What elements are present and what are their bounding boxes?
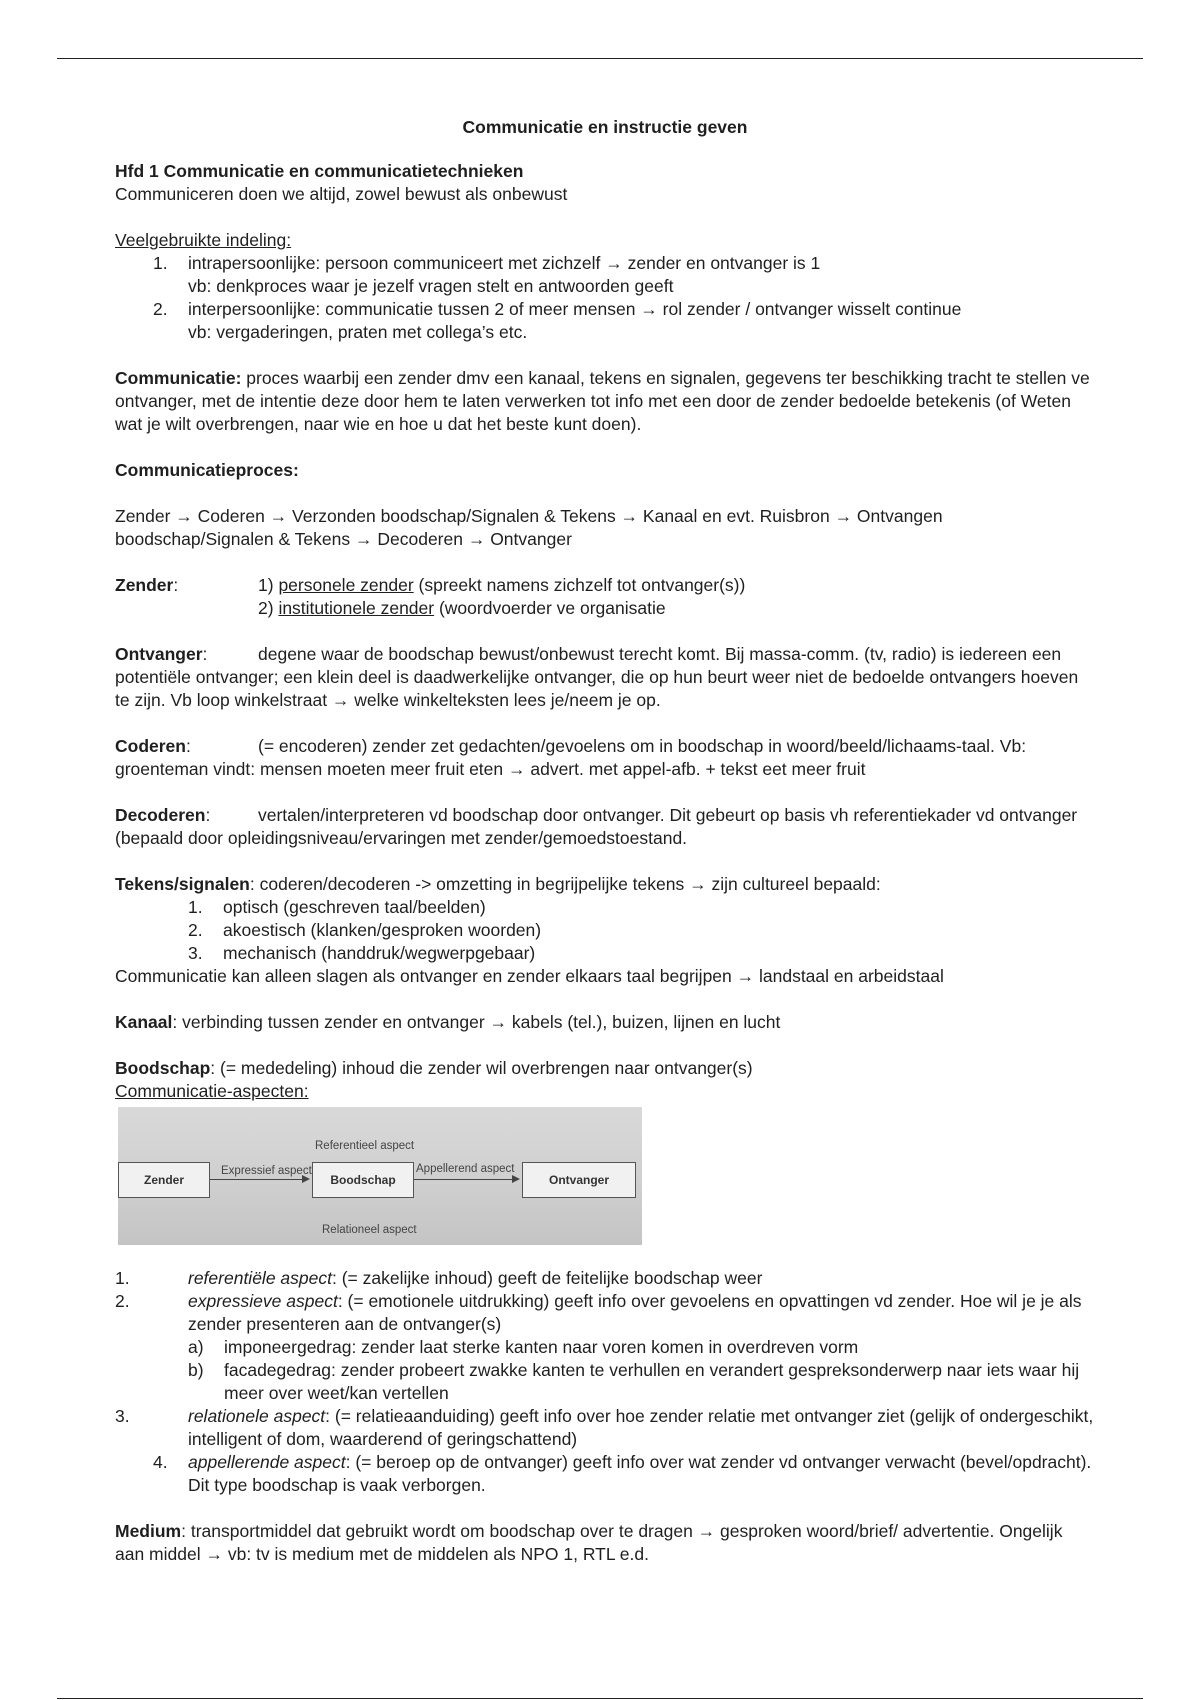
list-item: 3. relationele aspect: (= relatieaanduiding) geeft info over hoe zender relatie met ontvanger ziet (gelijk of ondergeschikt, intelligent of dom, waarderend of geringschattend) (115, 1406, 1094, 1449)
list-item: 1. optisch (geschreven taal/beelden) (188, 897, 486, 917)
indeling-label: Veelgebruikte indeling: (115, 230, 292, 250)
communicatie-definition: Communicatie: proces waarbij een zender dmv een kanaal, tekens en signalen, gegevens ter beschikking tracht te stellen ve ontvanger, met de intentie deze door hem te laten verwerken tot info met een door de zender bedoelde betekenis (of Weten wat je wilt overbrengen, naar wie en hoe u dat het beste kunt doen). (115, 368, 1090, 434)
aspects-label: Communicatie-aspecten: (115, 1081, 309, 1101)
document-page (115, 112, 1095, 1566)
ontvanger-definition: Ontvanger: degene waar de boodschap bewust/onbewust terecht komt. Bij massa-comm. (tv, radio) is iedereen een potentiële ontvanger; een klein deel is daadwerkelijke ontvanger, die op hun beurt weer niet de bedoelde ontvangers hoeven te zijn. Vb loop winkelstraat → welke winkelteksten lees je/neem je op. (115, 644, 1079, 710)
indeling-list (115, 252, 1095, 344)
expressive-sublist (188, 1336, 1095, 1405)
bottom-rule (57, 1698, 1143, 1699)
box-boodschap: Boodschap (312, 1162, 414, 1198)
aspects-list (115, 1267, 1095, 1497)
chapter-intro: Communiceren doen we altijd, zowel bewust als onbewust (115, 184, 568, 204)
list-item: 2. expressieve aspect: (= emotionele uitdrukking) geeft info over gevoelens en opvattingen vd zender. Hoe wil je je als zender presenteren aan de ontvanger(s) a) imponeergedrag: zender laat sterke kanten naar voren komen in overdreven vorm b) facadegedrag: zender probeert zwakke kanten te verhullen en verandert gespreksonderwerp naar iets waar hij meer over weet/kan vertellen (115, 1290, 1095, 1405)
chapter-heading: Hfd 1 Communicatie en communicatietechnieken (115, 161, 524, 181)
kanaal-definition: Kanaal: verbinding tussen zender en ontvanger → kabels (tel.), buizen, lijnen en lucht (115, 1012, 781, 1032)
proces-heading: Communicatieproces: (115, 460, 299, 480)
list-item: 1. referentiële aspect: (= zakelijke inhoud) geeft de feitelijke boodschap weer (115, 1268, 763, 1288)
tekens-after: Communicatie kan alleen slagen als ontvanger en zender elkaars taal begrijpen → landstaal en arbeidstaal (115, 966, 944, 986)
boodschap-definition: Boodschap: (= mededeling) inhoud die zender wil overbrengen naar ontvanger(s) (115, 1058, 753, 1078)
box-zender: Zender (118, 1162, 210, 1198)
coderen-definition: Coderen: (= encoderen) zender zet gedachten/gevoelens om in boodschap in woord/beeld/lichaams-taal. Vb: groenteman vindt: mensen moeten meer fruit eten → advert. met appel-afb. + tekst eet meer fruit (115, 736, 1027, 779)
label-referentieel: Referentieel aspect (315, 1140, 415, 1152)
tekens-list (115, 896, 1095, 965)
communication-aspects-diagram (118, 1107, 642, 1245)
list-item: 1. intrapersoonlijke: persoon communiceert met zichzelf → zender en ontvanger is 1 vb: denkproces waar je jezelf vragen stelt en antwoorden geeft (153, 253, 821, 296)
decoderen-definition: Decoderen: vertalen/interpreteren vd boodschap door ontvanger. Dit gebeurt op basis vh referentiekader vd ontvanger (bepaald door opleidingsniveau/ervaringen met zender/gemoedstoestand. (115, 805, 1078, 848)
tekens-definition: Tekens/signalen: coderen/decoderen -> omzetting in begrijpelijke tekens → zijn cultureel bepaald: (115, 874, 881, 894)
proces-text: Zender → Coderen → Verzonden boodschap/Signalen & Tekens → Kanaal en evt. Ruisbron → Ontvangen boodschap/Signalen & Tekens → Decoderen → Ontvanger (115, 506, 943, 549)
list-item: b) facadegedrag: zender probeert zwakke kanten te verhullen en verandert gespreksonderwerp naar iets waar hij meer over weet/kan vertellen (188, 1360, 1080, 1403)
top-rule (57, 58, 1143, 59)
zender-definition: Zender: 1) personele zender (spreekt namens zichzelf tot ontvanger(s)) 2) institutionele zender (woordvoerder ve organisatie (115, 575, 746, 618)
list-item: 4. appellerende aspect: (= beroep op de ontvanger) geeft info over wat zender vd ontvanger verwacht (bevel/opdracht). Dit type boodschap is vaak verborgen. (153, 1452, 1092, 1495)
box-ontvanger: Ontvanger (522, 1162, 636, 1198)
label-expressief: Expressief aspect (221, 1165, 312, 1177)
list-item: 2. akoestisch (klanken/gesproken woorden) (188, 920, 542, 940)
list-item: 2. interpersoonlijke: communicatie tussen 2 of meer mensen → rol zender / ontvanger wisselt continue vb: vergaderingen, praten met collega’s etc. (153, 299, 962, 342)
medium-definition: Medium: transportmiddel dat gebruikt wordt om boodschap over te dragen → gesproken woord/brief/ advertentie. Ongelijk aan middel → vb: tv is medium met de middelen als NPO 1, RTL e.d. (115, 1521, 1063, 1564)
list-item: a) imponeergedrag: zender laat sterke kanten naar voren komen in overdreven vorm (188, 1337, 859, 1357)
document-title: Communicatie en instructie geven (462, 117, 748, 137)
label-relationeel: Relationeel aspect (322, 1224, 417, 1236)
list-item: 3. mechanisch (handdruk/wegwerpgebaar) (188, 943, 536, 963)
label-appellerend: Appellerend aspect (416, 1163, 515, 1175)
